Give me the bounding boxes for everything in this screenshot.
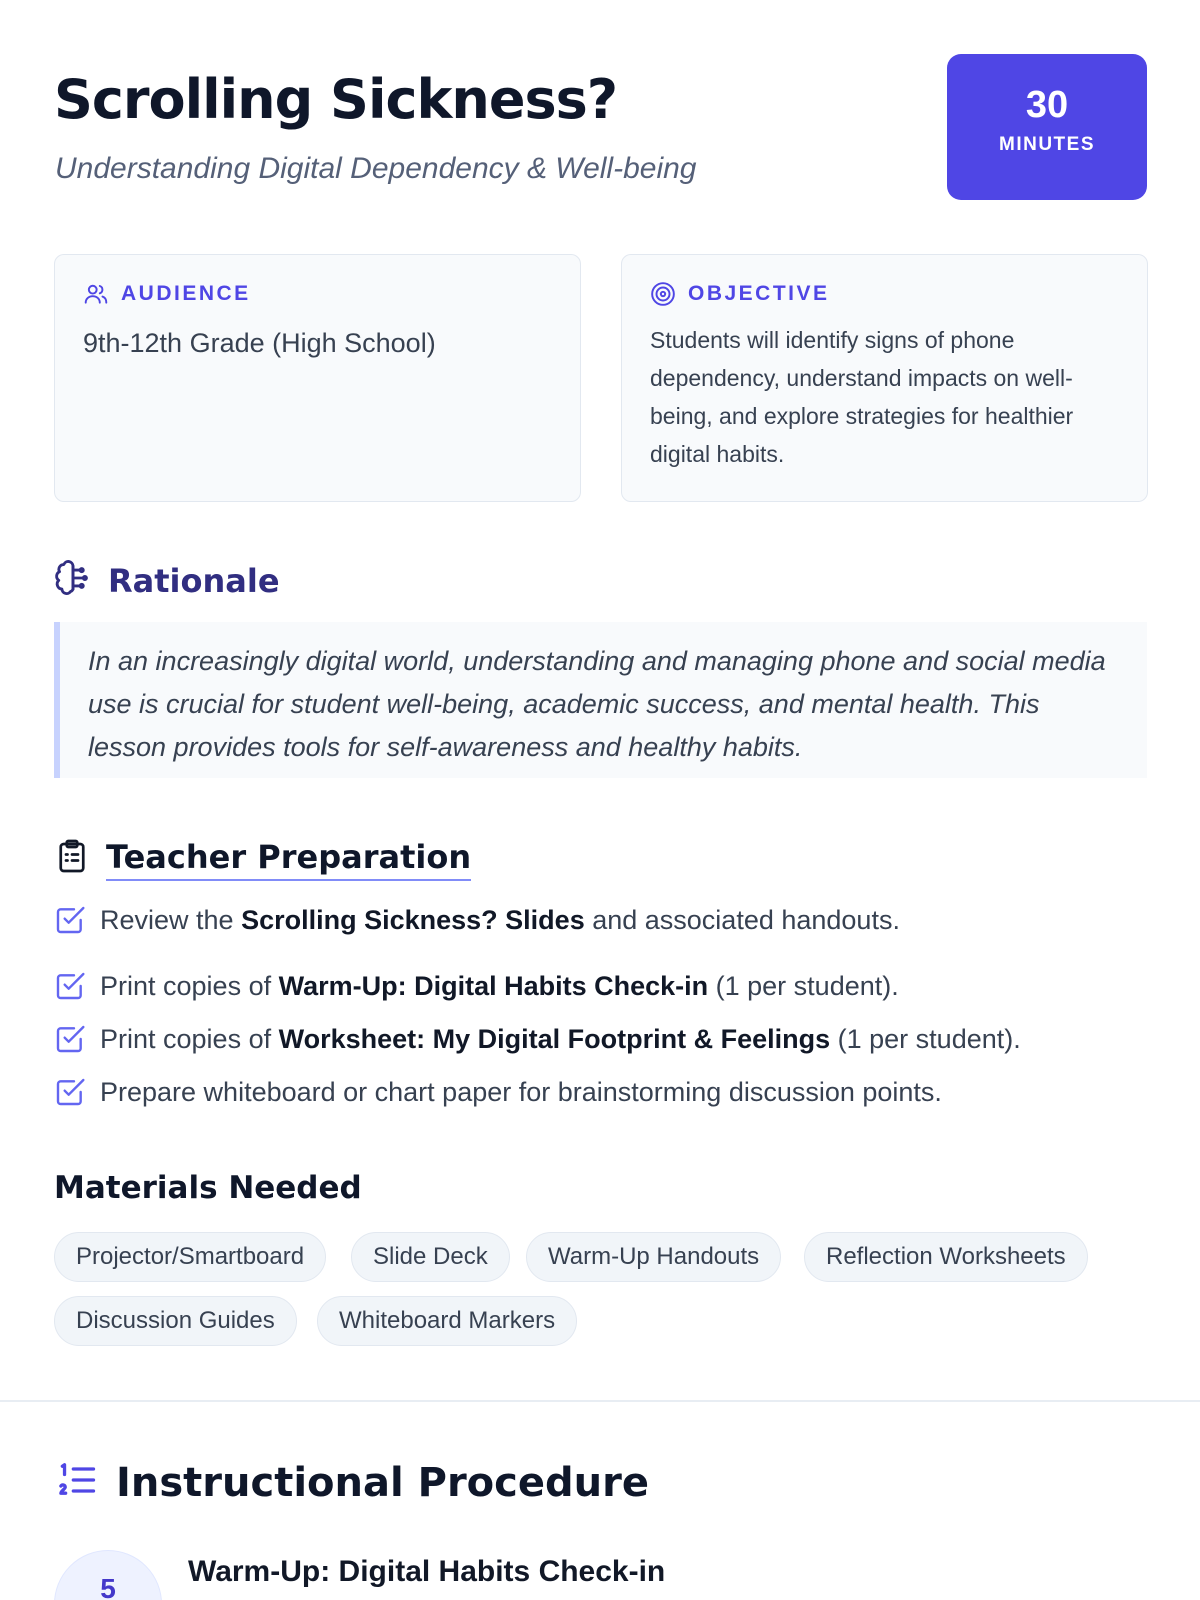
numbered-list-icon: [54, 1458, 100, 1507]
material-tag: Slide Deck: [351, 1232, 510, 1282]
procedure-title: Instructional Procedure: [116, 1459, 649, 1506]
rationale-quote: [54, 622, 1147, 778]
objective-text: Students will identify signs of phone dependency, understand impacts on well-being, and explore strategies for healthier digital habits.: [650, 327, 1074, 467]
preparation-heading: [54, 836, 471, 881]
preparation-title: Teacher Preparation: [106, 837, 471, 881]
objective-card-header: [650, 281, 830, 307]
material-tag: Projector/Smartboard: [54, 1232, 326, 1282]
checkbox-icon: [54, 970, 86, 1002]
step-minutes-badge: [54, 1550, 162, 1600]
page-title: Scrolling Sickness?: [54, 68, 618, 131]
materials-title: Materials Needed: [54, 1170, 362, 1206]
preparation-item-text: Review the Scrolling Sickness? Slides and associated handouts.: [100, 905, 900, 935]
page-subtitle: Understanding Digital Dependency & Well-being: [55, 152, 697, 185]
material-tag: Warm-Up Handouts: [526, 1232, 781, 1282]
rationale-title: Rationale: [108, 561, 280, 600]
materials-heading: [54, 1168, 362, 1208]
audience-card: [54, 254, 581, 502]
checkbox-icon: [54, 1076, 86, 1108]
duration-value: 30: [1025, 84, 1069, 126]
brain-icon: [54, 558, 92, 603]
preparation-item: [54, 968, 899, 1004]
preparation-item: [54, 902, 900, 938]
audience-label: AUDIENCE: [121, 282, 251, 305]
step-title: Warm-Up: Digital Habits Check-in: [188, 1555, 666, 1588]
preparation-item-text: Print copies of Worksheet: My Digital Footprint & Feelings (1 per student).: [100, 1024, 1021, 1054]
users-icon: [83, 281, 109, 307]
preparation-item: [54, 1021, 1021, 1057]
objective-card: [621, 254, 1148, 502]
duration-badge: [947, 54, 1147, 200]
step-minutes: 5: [100, 1573, 116, 1600]
preparation-item-text: Print copies of Warm-Up: Digital Habits Check-in (1 per student).: [100, 971, 899, 1001]
preparation-item-text: Prepare whiteboard or chart paper for brainstorming discussion points.: [100, 1077, 942, 1107]
clipboard-icon: [54, 836, 90, 881]
checkbox-icon: [54, 904, 86, 936]
rationale-text: In an increasingly digital world, understanding and managing phone and social media use is crucial for student well-being, academic success, and mental health. This lesson provides tools for self-awareness and healthy habits.: [88, 646, 1106, 762]
target-icon: [650, 281, 676, 307]
audience-text: 9th-12th Grade (High School): [83, 328, 436, 358]
rationale-heading: [54, 558, 280, 603]
material-tag: Whiteboard Markers: [317, 1296, 577, 1346]
objective-label: OBJECTIVE: [688, 282, 830, 305]
material-tag: Discussion Guides: [54, 1296, 297, 1346]
duration-unit: MINUTES: [999, 134, 1095, 155]
preparation-item: [54, 1074, 942, 1110]
checkbox-icon: [54, 1023, 86, 1055]
audience-card-header: [83, 281, 251, 307]
material-tag: Reflection Worksheets: [804, 1232, 1088, 1282]
section-divider: [0, 1400, 1200, 1402]
procedure-heading: [54, 1458, 649, 1507]
